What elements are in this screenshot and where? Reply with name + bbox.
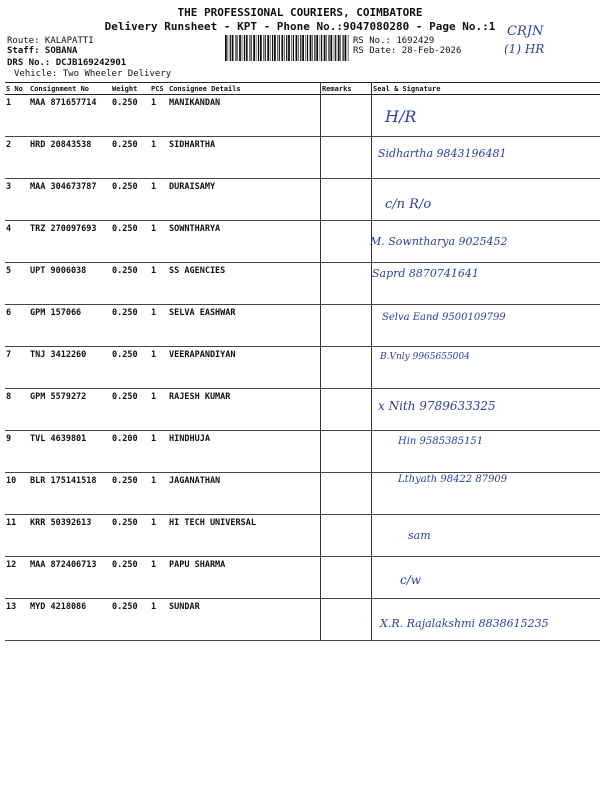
barcode-bar	[225, 35, 227, 61]
cell-sno: 1	[5, 95, 29, 137]
cell-consignee: HI TECH UNIVERSAL	[168, 515, 321, 557]
barcode-bar	[232, 35, 234, 61]
cell-remarks	[321, 557, 372, 599]
cell-pcs: 1	[150, 95, 168, 137]
barcode-bar	[302, 35, 304, 61]
barcode-bar	[288, 35, 290, 61]
barcode-bar	[348, 35, 349, 61]
cell-weight: 0.250	[111, 221, 150, 263]
runsheet-subtitle: Delivery Runsheet - KPT - Phone No.:9047080280 - Page No.:1	[104, 20, 496, 33]
cell-weight: 0.250	[111, 263, 150, 305]
barcode-bar	[345, 35, 347, 61]
rs-date: RS Date: 28-Feb-2026	[353, 46, 462, 56]
cell-remarks	[321, 305, 372, 347]
cell-sno: 13	[5, 599, 29, 641]
table-row	[5, 305, 600, 347]
cell-consignee: VEERAPANDIYAN	[168, 347, 321, 389]
cell-pcs: 1	[150, 599, 168, 641]
cell-pcs: 1	[150, 473, 168, 515]
handwritten-signature: Lthyath 98422 87909	[398, 474, 508, 485]
barcode-bar	[253, 35, 255, 61]
cell-pcs: 1	[150, 263, 168, 305]
barcode-bar	[239, 35, 241, 61]
barcode-bar	[300, 35, 301, 61]
barcode-bar	[267, 35, 269, 61]
staff-label: Staff: SOBANA	[7, 46, 78, 56]
cell-consignee: SS AGENCIES	[168, 263, 321, 305]
cell-weight: 0.250	[111, 137, 150, 179]
handwritten-signature: Hin 9585385151	[398, 436, 484, 447]
cell-consignment: GPM 157066	[29, 305, 111, 347]
barcode-bar	[324, 35, 326, 61]
barcode-bar	[291, 35, 292, 61]
cell-pcs: 1	[150, 347, 168, 389]
barcode-bar	[286, 35, 287, 61]
barcode-bar	[335, 35, 336, 61]
barcode-bar	[277, 35, 278, 61]
cell-remarks	[321, 431, 372, 473]
cell-pcs: 1	[150, 305, 168, 347]
barcode-bar	[340, 35, 341, 61]
cell-consignee: HINDHUJA	[168, 431, 321, 473]
col-pcs: PCS	[150, 83, 168, 95]
barcode-bar	[306, 35, 307, 61]
barcode-bar	[320, 35, 321, 61]
handwritten-signature: Saprd 8870741641	[372, 267, 479, 280]
barcode-bar	[330, 35, 332, 61]
barcode-bar	[274, 35, 276, 61]
cell-remarks	[321, 263, 372, 305]
cell-consignment: MAA 872406713	[29, 557, 111, 599]
col-consignee: Consignee Details	[168, 83, 321, 95]
cell-weight: 0.250	[111, 305, 150, 347]
cell-consignment: MAA 871657714	[29, 95, 111, 137]
handwritten-signature: Sidhartha 9843196481	[378, 147, 507, 160]
cell-pcs: 1	[150, 179, 168, 221]
barcode-bar	[284, 35, 285, 61]
barcode-bar	[270, 35, 271, 61]
cell-weight: 0.250	[111, 515, 150, 557]
cell-remarks	[321, 221, 372, 263]
cell-pcs: 1	[150, 389, 168, 431]
barcode-bar	[228, 35, 229, 61]
barcode-bar	[244, 35, 245, 61]
cell-remarks	[321, 473, 372, 515]
cell-seal	[372, 305, 600, 347]
cell-consignee: PAPU SHARMA	[168, 557, 321, 599]
handwritten-signature: x Nith 9789633325	[378, 399, 496, 413]
cell-sno: 8	[5, 389, 29, 431]
barcode-bar	[279, 35, 280, 61]
cell-weight: 0.250	[111, 473, 150, 515]
cell-sno: 10	[5, 473, 29, 515]
cell-remarks	[321, 515, 372, 557]
barcode-bar	[246, 35, 248, 61]
cell-remarks	[321, 599, 372, 641]
barcode-bar	[307, 35, 308, 61]
cell-consignment: MAA 304673787	[29, 179, 111, 221]
cell-consignment: HRD 20843538	[29, 137, 111, 179]
barcode-bar	[256, 35, 257, 61]
cell-sno: 6	[5, 305, 29, 347]
handwritten-signature: M. Sowntharya 9025452	[370, 235, 508, 248]
cell-consignment: UPT 9006038	[29, 263, 111, 305]
cell-consignment: KRR 50392613	[29, 515, 111, 557]
cell-weight: 0.200	[111, 431, 150, 473]
table-header-row	[5, 83, 600, 95]
cell-pcs: 1	[150, 431, 168, 473]
handwritten-signature: X.R. Rajalakshmi 8838615235	[380, 617, 549, 630]
barcode-bar	[298, 35, 299, 61]
cell-weight: 0.250	[111, 179, 150, 221]
cell-remarks	[321, 179, 372, 221]
cell-weight: 0.250	[111, 599, 150, 641]
barcode-bar	[296, 35, 298, 61]
handwritten-signature: B.Vnly 9965655004	[380, 352, 470, 362]
handwritten-signature: sam	[408, 529, 431, 542]
company-title: THE PROFESSIONAL COURIERS, COIMBATORE	[177, 6, 423, 19]
cell-sno: 3	[5, 179, 29, 221]
col-consignment: Consignment No	[29, 83, 111, 95]
cell-consignment: TVL 4639801	[29, 431, 111, 473]
cell-pcs: 1	[150, 221, 168, 263]
barcode-bar	[316, 35, 318, 61]
barcode-bar	[321, 35, 322, 61]
cell-consignee: RAJESH KUMAR	[168, 389, 321, 431]
barcode-bar	[242, 35, 243, 61]
barcode-bar	[338, 35, 340, 61]
cell-sno: 11	[5, 515, 29, 557]
handwritten-signature: H/R	[385, 107, 417, 126]
cell-remarks	[321, 389, 372, 431]
cell-consignment: GPM 5579272	[29, 389, 111, 431]
barcode-bar	[265, 35, 266, 61]
corner-note-line1: CRJN	[507, 24, 544, 39]
route-label: Route: KALAPATTI	[7, 36, 94, 46]
cell-consignee: SIDHARTHA	[168, 137, 321, 179]
barcode-bar	[334, 35, 335, 61]
barcode-bar	[326, 35, 327, 61]
cell-weight: 0.250	[111, 95, 150, 137]
barcode-bar	[251, 35, 252, 61]
vehicle-label: Vehicle: Two Wheeler Delivery	[14, 69, 172, 79]
barcode-bar	[328, 35, 329, 61]
barcode-bar	[236, 35, 237, 61]
cell-pcs: 1	[150, 557, 168, 599]
cell-sno: 4	[5, 221, 29, 263]
handwritten-signature: c/n R/o	[385, 197, 432, 212]
barcode-bar	[258, 35, 259, 61]
cell-weight: 0.250	[111, 347, 150, 389]
cell-consignment: BLR 175141518	[29, 473, 111, 515]
barcode-bar	[293, 35, 294, 61]
col-sno: S No	[5, 83, 29, 95]
cell-consignee: MANIKANDAN	[168, 95, 321, 137]
cell-consignee: SELVA EASHWAR	[168, 305, 321, 347]
barcode-bar	[230, 35, 231, 61]
cell-weight: 0.250	[111, 389, 150, 431]
drs-number: DRS No.: DCJB169242901	[7, 58, 127, 68]
cell-remarks	[321, 95, 372, 137]
corner-note-line2: (1) HR	[504, 42, 545, 56]
barcode-bar	[263, 35, 264, 61]
barcode-bar	[249, 35, 250, 61]
barcode-bar	[310, 35, 312, 61]
barcode-bar	[272, 35, 273, 61]
handwritten-signature: Selva Eand 9500109799	[382, 312, 506, 323]
barcode	[225, 35, 350, 61]
barcode-bar	[314, 35, 315, 61]
cell-consignee: SUNDAR	[168, 599, 321, 641]
barcode-bar	[281, 35, 283, 61]
cell-weight: 0.250	[111, 557, 150, 599]
cell-sno: 12	[5, 557, 29, 599]
cell-pcs: 1	[150, 515, 168, 557]
handwritten-signature: c/w	[400, 573, 422, 587]
cell-consignment: TNJ 3412260	[29, 347, 111, 389]
col-weight: Weight	[111, 83, 150, 95]
cell-consignee: JAGANATHAN	[168, 473, 321, 515]
barcode-bar	[235, 35, 236, 61]
cell-sno: 9	[5, 431, 29, 473]
col-remarks: Remarks	[321, 83, 372, 95]
cell-sno: 2	[5, 137, 29, 179]
cell-consignee: DURAISAMY	[168, 179, 321, 221]
cell-pcs: 1	[150, 137, 168, 179]
cell-consignment: TRZ 270097693	[29, 221, 111, 263]
cell-consignment: MYD 4218086	[29, 599, 111, 641]
cell-sno: 5	[5, 263, 29, 305]
cell-remarks	[321, 137, 372, 179]
rs-number: RS No.: 1692429	[353, 36, 435, 46]
barcode-bar	[260, 35, 262, 61]
cell-remarks	[321, 347, 372, 389]
col-seal: Seal & Signature	[372, 83, 600, 95]
barcode-bar	[312, 35, 313, 61]
barcode-bar	[343, 35, 344, 61]
cell-sno: 7	[5, 347, 29, 389]
cell-consignee: SOWNTHARYA	[168, 221, 321, 263]
